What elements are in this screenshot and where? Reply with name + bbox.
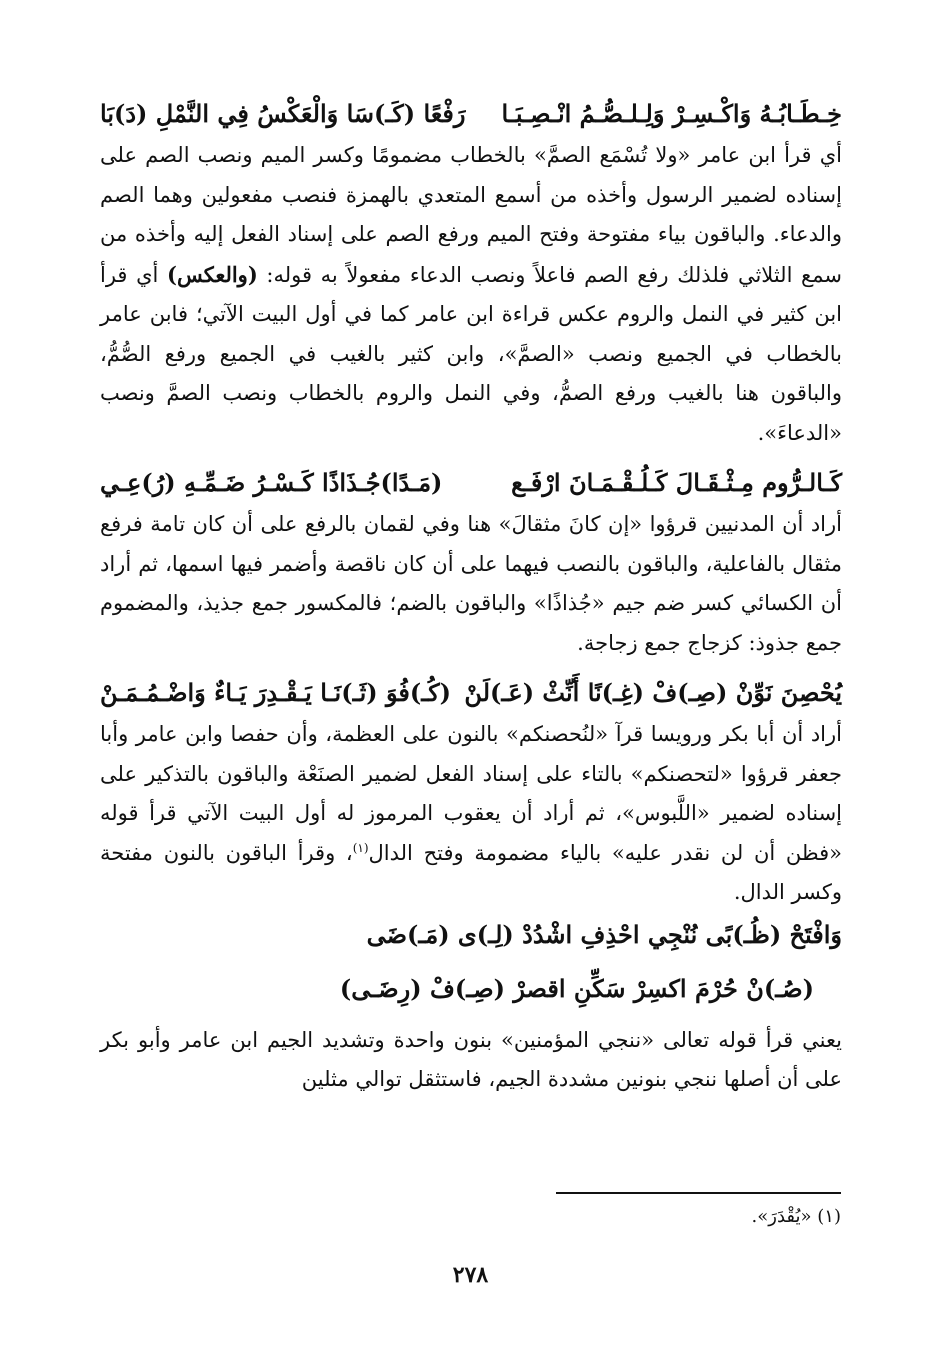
verse-single-line: (صُـ)نْ حُرْمَ اكسِرْ سَكِّنِ اقصرْ (صِـ)فْ (رِضَـى): [339, 973, 814, 1003]
footnote-number: (١): [817, 1206, 841, 1227]
verse-line: [100, 461, 842, 505]
spacer: [100, 1011, 842, 1021]
paragraph-text: أراد أن أبا بكر ورويسا قرآ «لنُحصنكم» بالنون على العظمة، وأن حفصا وابن عامر وأبا جعفر قرؤوا «لتحصنكم» بالتاء على إسناد الفعل لضمير الصنَعْة والباقون بالتذكير على إسناده لضمير «اللَّبوس»، ثم أراد أن يعقوب المرموز له أول البيت الآتي قرأ قوله «فظن أن لن نقدر عليه» بالياء مضمومة وفتح الدال: [100, 722, 842, 865]
footnote-text: «يُقْدَرَ».: [751, 1206, 812, 1227]
commentary-paragraph: [100, 136, 842, 453]
footnote: [752, 1203, 841, 1231]
paragraph-text: يعني قرأ قوله تعالى «ننجي المؤمنين» بنون واحدة وتشديد الجيم ابن عامر وأبو بكر على أن أصلها ننجي بنونين مشددة الجيم، فاستثقل توالي مثلين: [100, 1027, 842, 1091]
paragraph-text-continued: ، وقرأ الباقون بالنون مفتحة وكسر الدال.: [100, 840, 842, 904]
spacer: [100, 957, 842, 967]
commentary-paragraph: [100, 505, 842, 663]
paragraph-text: أي قرأ ابن عامر «ولا تُسْمَع الصمَّ» بالخطاب مضمومًا وكسر الميم ونصب الصم على إسناده لضمير الرسول وأخذه من أسمع المتعدي بالهمزة فنصب مفعولين وهما الصم والدعاء. والباقون بياء مفتوحة وفتح الميم ورفع الصم على إسناد الفعل إليه وأخذه من سمع الثلاثي فلذلك رفع الصم فاعلاً ونصب الدعاء مفعولاً به قوله:: [100, 143, 842, 287]
verse-first-hemistich: خِـطَـابُـهُ وَاكْـسِـرْ وَلِـلـصُّـمُ انْـصِـبَـا: [501, 99, 842, 128]
verse-second-hemistich: (كُـ)فُوَ (ثَـ)نَـا يَـقْـدِرَ يَـاءٌ وَاضْـمُـمَـنْ: [100, 678, 452, 707]
verse-line: [100, 92, 842, 136]
verse-line: [100, 913, 842, 957]
verse-line: [100, 967, 842, 1011]
footnote-reference: (١): [352, 840, 369, 855]
commentary-paragraph: [100, 715, 842, 913]
verse-second-hemistich: رَفْعًا (كَـ)سَا وَالْعَكْسُ فِي النَّمْلِ (دَ)بَا: [100, 99, 466, 128]
verse-line: [100, 671, 842, 715]
page-number: ٢٧٨: [452, 1262, 489, 1288]
verse-single-line: وَافْتَحْ (ظُـ)بًى نُنْجِي احْذِفِ اشْدُدْ (لِـ)ى (مَـ)ضَى: [366, 919, 842, 949]
verse-first-hemistich: كَـالـرُّوم مِـثْـقَـالَ كَـلُـقْـمَـانَ ارْفَـع: [511, 468, 842, 497]
verse-first-hemistich: يُحْصِنَ نَوِّنْ (صِـ)فْ (غِـ)نًا أَنِّثْ (عَـ)لَنْ: [464, 678, 842, 707]
paragraph-text: أراد أن المدنيين قرؤوا «إن كانَ مثقالَ» هنا وفي لقمان بالرفع على أن كان تامة فرفع مثقال بالفاعلية، والباقون بالنصب فيهما على أن كان ناقصة وأضمر فيها اسمها، ثم أراد أن الكسائي كسر ضم جيم «جُذاذًا» والباقون بالضم؛ فالمكسور جمع جذيذ، والمضموم جمع جذوذ: كزجاج جمع زجاجة.: [100, 512, 842, 655]
verse-second-hemistich: (مَـدًا)جُـذَاذًا كَـسْـرُ ضَـمِّـهِ (رُ)عِـي: [100, 468, 443, 497]
page-body: [100, 92, 842, 1100]
paragraph-text-continued: أي قرأ ابن كثير في النمل والروم عكس قراءة ابن عامر كما في أول البيت الآتي؛ فابن عامر بالخطاب في الجميع ونصب «الصمَّ»، وابن كثير بالغيب في الجميع ورفع الصُّمُّ، والباقون هنا بالغيب ورفع الصمُّ، وفي النمل والروم بالخطاب ونصب الصمَّ ونصب «الدعاءَ».: [100, 262, 842, 445]
footnote-divider: [556, 1192, 841, 1194]
commentary-paragraph: [100, 1021, 842, 1100]
bold-keyword: (والعكس): [167, 261, 258, 287]
